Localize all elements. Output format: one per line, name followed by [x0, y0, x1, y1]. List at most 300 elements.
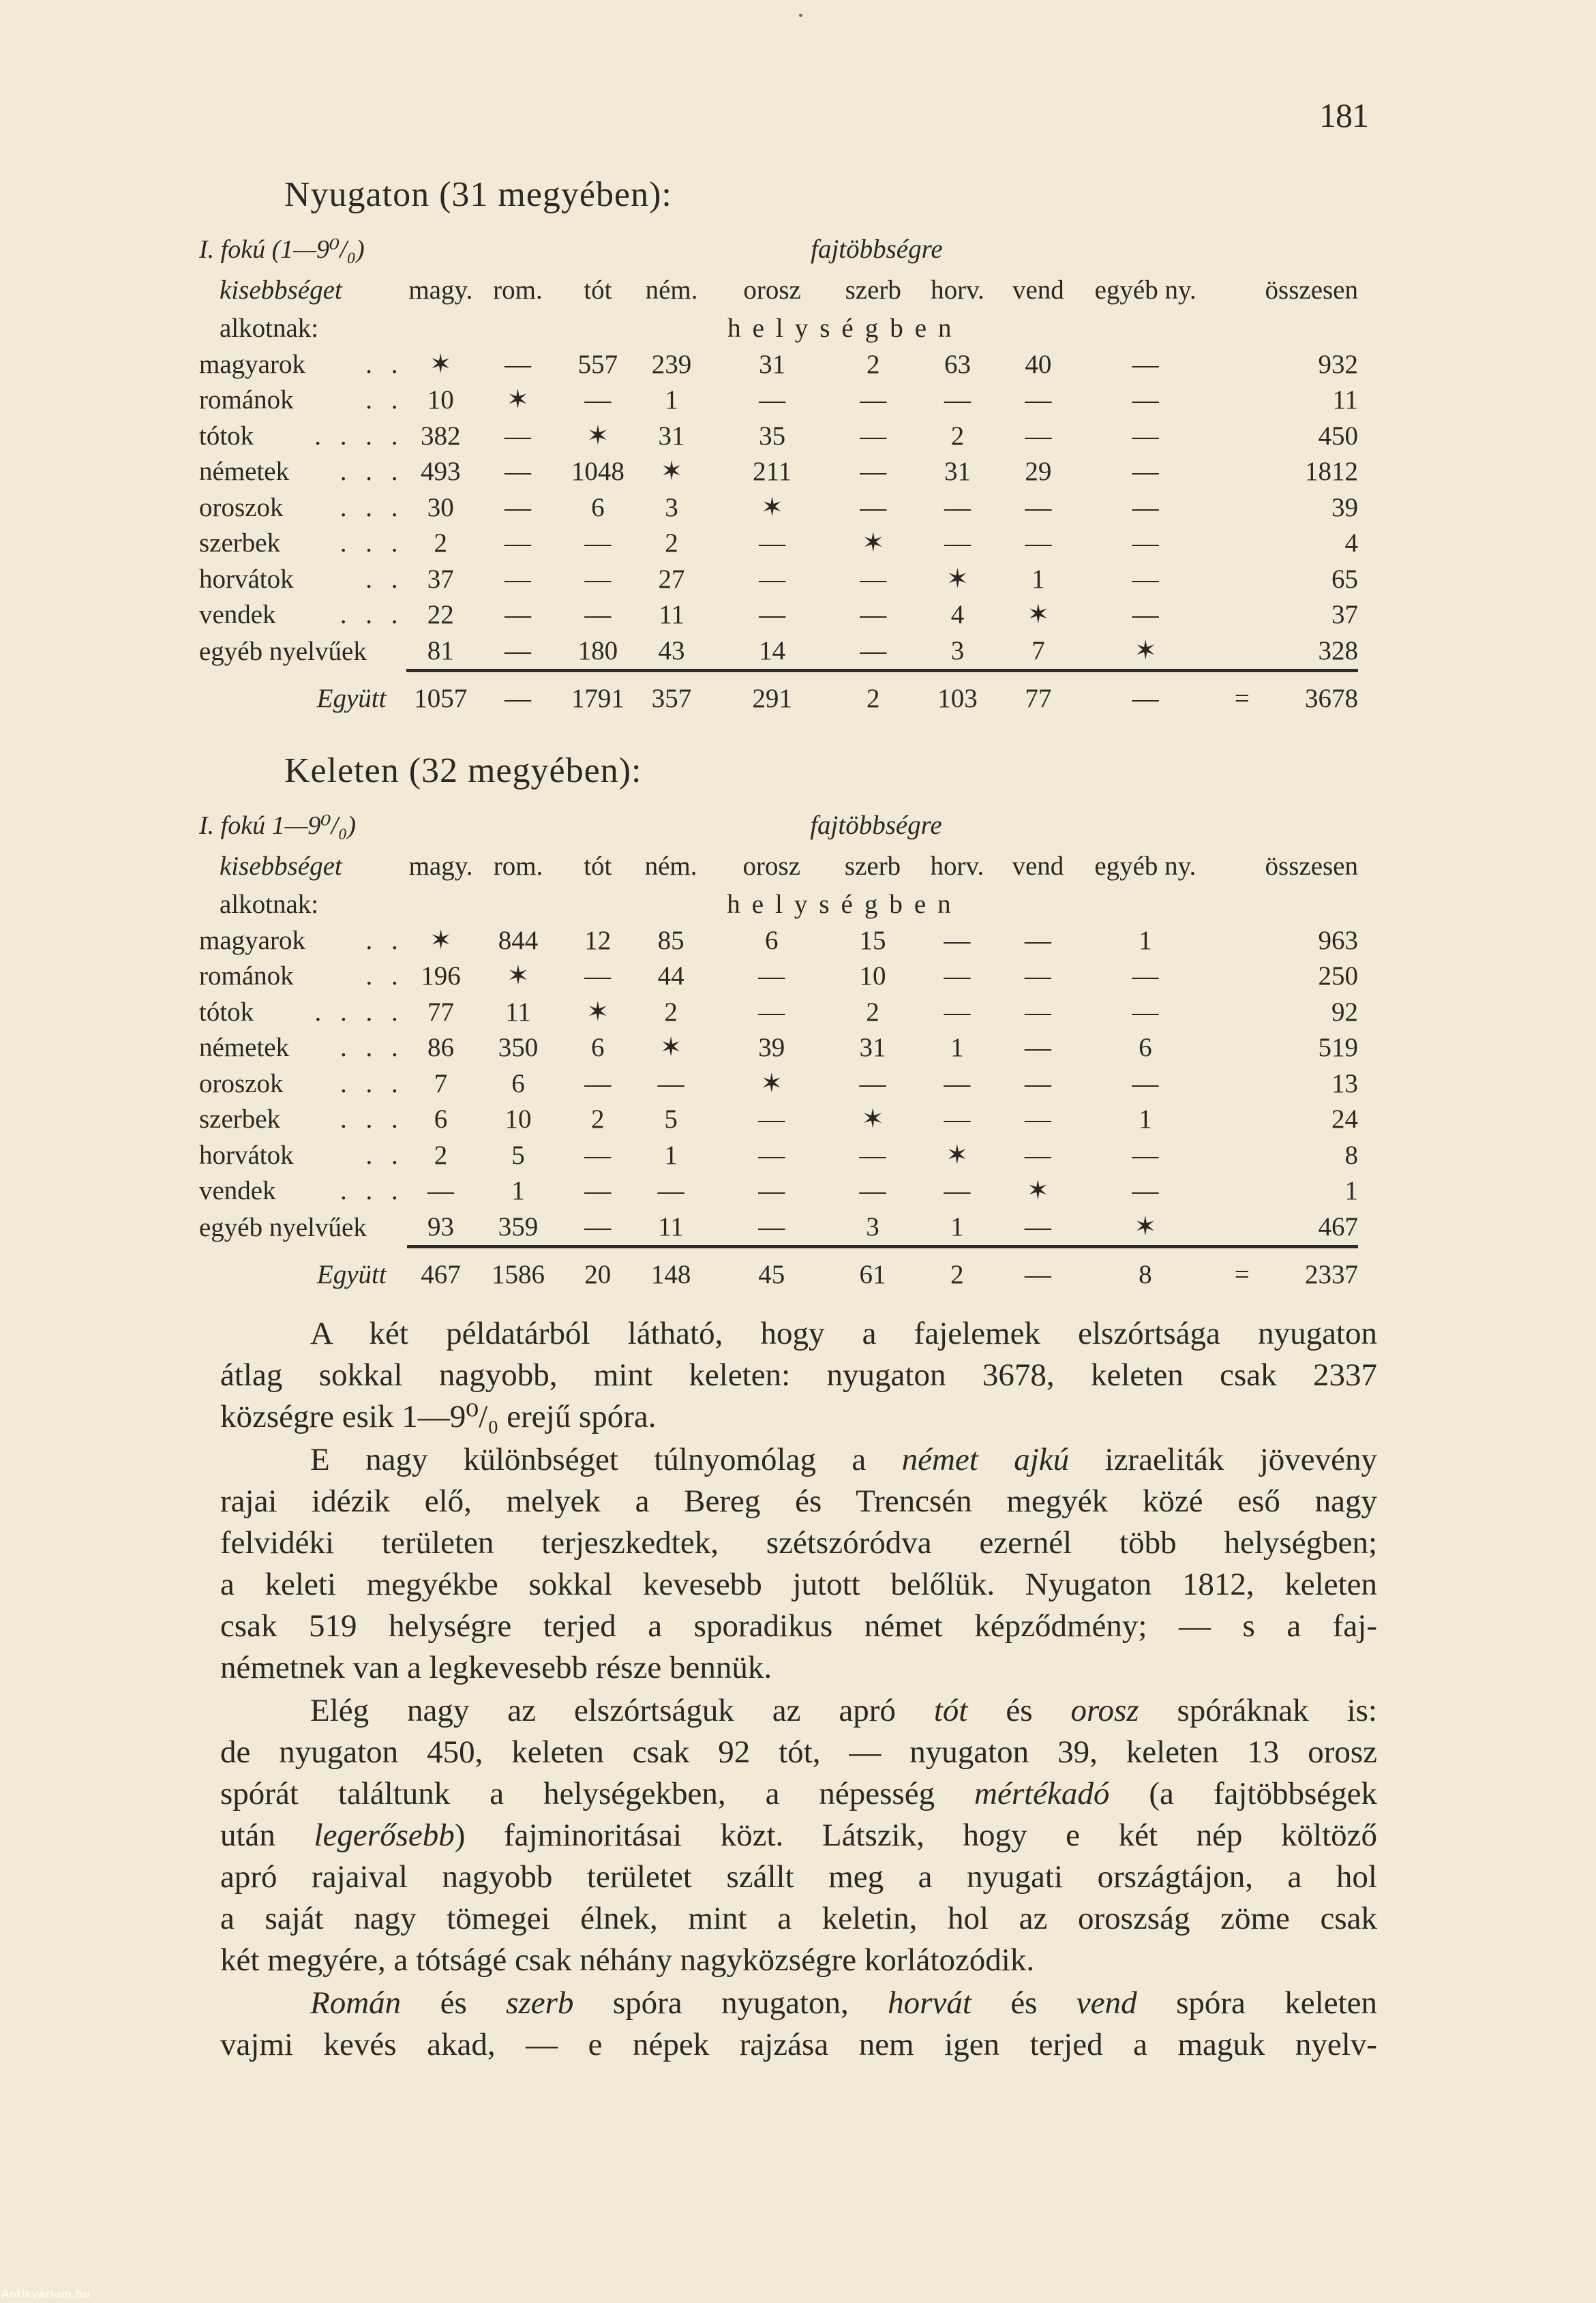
table-row [199, 959, 1358, 995]
row-label [199, 959, 407, 995]
text-run: felvidéki területen terjeszkedtek, szétszóródva ezernél több helységben; [220, 1525, 1377, 1561]
text-line [220, 1606, 1377, 1647]
table-cell: 31 [658, 421, 685, 451]
row-name: magyarok [199, 925, 305, 955]
column-header: vend [1012, 275, 1064, 305]
table-cell: — [1025, 528, 1052, 558]
star-icon: ✶ [586, 421, 609, 451]
leader-dots: . . [365, 349, 404, 379]
table-cell: — [504, 528, 531, 558]
table-cell [1219, 1173, 1265, 1209]
row-label [199, 633, 406, 670]
text-run: és [967, 1693, 1071, 1728]
text-line [220, 1815, 1377, 1856]
table-cell: 11 [1332, 385, 1358, 415]
table-cell [1219, 633, 1265, 670]
spacer [1072, 310, 1358, 346]
table-cell: — [758, 1211, 785, 1241]
table-cell: — [504, 600, 531, 630]
total-cell: — [1132, 684, 1159, 713]
table-cell: 6 [591, 492, 605, 522]
location-label: helységben [727, 313, 963, 343]
table-row [199, 597, 1358, 633]
emphasis-text: vend [1076, 1985, 1137, 2021]
emphasis-text: szerb [506, 1985, 574, 2021]
table-cell: — [860, 564, 887, 594]
table-cell: — [944, 492, 971, 522]
spacer [199, 670, 406, 676]
column-header: magy. [408, 275, 473, 305]
spacer [1072, 886, 1358, 922]
table-heading: Keleten (32 megyében): [284, 751, 642, 790]
table-cell: 24 [1331, 1104, 1358, 1134]
table-cell: — [944, 925, 971, 955]
table-cell [1219, 454, 1265, 490]
emphasis-text: orosz [1070, 1693, 1139, 1728]
text-run: átlag sokkal nagyobb, mint keleten: nyugaton 3678, keleten csak 2337 [220, 1357, 1377, 1393]
table-cell [1219, 526, 1265, 562]
table-cell: — [758, 961, 785, 991]
table-cell: 2 [950, 421, 965, 451]
table-cell: — [759, 564, 786, 594]
leader-dots: . . [365, 564, 404, 594]
text-run: és [971, 1985, 1076, 2021]
star-icon: ✶ [507, 385, 529, 415]
table-cell: 6 [1139, 1033, 1152, 1063]
table-cell: 27 [658, 564, 685, 594]
table-cell: 467 [1318, 1211, 1358, 1241]
table-cell: 4 [1344, 528, 1358, 558]
table-cell: 2 [591, 1104, 605, 1134]
table-cell: 93 [427, 1211, 455, 1241]
leader-dots: . . [365, 961, 404, 991]
row-name: tótok [199, 997, 254, 1027]
row-label [199, 418, 406, 454]
column-header: ném. [645, 275, 698, 305]
table-cell: 1 [1032, 564, 1045, 594]
text-run: (a fajtöbbségek [1109, 1776, 1377, 1811]
text-line [220, 1396, 1377, 1438]
star-icon: ✶ [1027, 1176, 1049, 1206]
total-label: Együtt [316, 684, 387, 713]
column-header: vend [1012, 851, 1064, 881]
text-line [220, 1983, 1377, 2024]
column-header: összesen [1265, 851, 1358, 881]
text-run: rajai idézik elő, melyek a Bereg és Trencsén megyék közé eső nagy [220, 1484, 1377, 1519]
total-cell: 148 [650, 1260, 691, 1289]
row-label [199, 1209, 407, 1246]
table-cell: 382 [421, 421, 461, 451]
table-cell: 1048 [571, 457, 624, 487]
total-cell: 2337 [1305, 1260, 1358, 1289]
watermark: Antikvárium.hu [1, 2288, 91, 2300]
table-cell: 86 [427, 1033, 455, 1063]
table-cell: 196 [421, 961, 461, 991]
row-name: szerbek [199, 528, 281, 558]
table-cell [1219, 418, 1265, 454]
table-cell: — [1024, 1104, 1051, 1134]
emphasis-text: legerősebb [314, 1818, 455, 1853]
table-cell: 350 [498, 1033, 539, 1063]
table-cell: — [758, 1104, 785, 1134]
text-line [220, 1940, 1377, 1981]
data-table [199, 804, 1358, 1297]
row-name: németek [199, 1033, 290, 1063]
table-row [199, 1030, 1358, 1066]
table-cell: 519 [1318, 1033, 1358, 1063]
table-cell: — [1025, 385, 1052, 415]
table-cell: — [859, 1068, 886, 1098]
leader-dots: . . . [340, 528, 404, 558]
row-name: tótok [199, 421, 254, 451]
location-label: helységben [727, 889, 963, 919]
text-run: és [401, 1985, 507, 2021]
table-cell: 11 [658, 1211, 684, 1241]
row-label [199, 561, 406, 597]
row-label [199, 1066, 407, 1102]
table-cell: — [504, 457, 531, 487]
table-cell: — [1132, 349, 1159, 379]
row-label [199, 346, 406, 382]
text-run: két megyére, a tótságé csak néhány nagyközségre korlátozódik. [220, 1942, 1035, 1978]
leader-dots: . . . . [314, 421, 404, 451]
table-cell: — [758, 1176, 785, 1206]
table-cell: 963 [1318, 925, 1358, 955]
paper-speck [799, 14, 802, 17]
text-line [220, 1647, 1377, 1689]
table-cell: 13 [1331, 1068, 1358, 1098]
total-cell: 1586 [491, 1260, 545, 1289]
text-line [220, 1439, 1377, 1481]
row-label [199, 994, 407, 1030]
table-cell: 450 [1318, 421, 1358, 451]
leader-dots: . . . [340, 1033, 404, 1063]
table-cell: — [584, 385, 612, 415]
table-cell: 2 [866, 997, 879, 1027]
table-cell: — [1132, 1176, 1159, 1206]
table-cell: 1 [950, 1211, 964, 1241]
total-cell: 61 [859, 1260, 886, 1289]
text-line [220, 1856, 1377, 1898]
table-cell: 10 [859, 961, 886, 991]
table-cell: 31 [944, 457, 971, 487]
table-cell: — [1024, 997, 1051, 1027]
leader-dots: . . . [340, 1176, 404, 1206]
table-cell: 5 [664, 1104, 678, 1134]
total-rule [406, 670, 1358, 676]
table-cell: 5 [511, 1140, 525, 1170]
table-row [199, 454, 1358, 490]
text-run: spóra keleten [1136, 1985, 1377, 2021]
column-header: orosz [743, 275, 801, 305]
row-label [199, 922, 407, 959]
table-cell: 1 [664, 1140, 678, 1170]
row-name: románok [199, 385, 294, 415]
table-cell: 37 [427, 564, 454, 594]
body-text [220, 1313, 1377, 2067]
table-row [199, 1137, 1358, 1173]
paragraph [220, 1983, 1377, 2066]
text-run: spórát találtunk a helységekben, a népesség [220, 1776, 975, 1811]
table-cell: 77 [427, 997, 455, 1027]
total-cell: 291 [752, 684, 792, 713]
paragraph [220, 1313, 1377, 1438]
text-run: csak 519 helységre terjed a sporadikus német képződmény; — s a faj- [220, 1608, 1377, 1644]
row-name: vendek [199, 600, 276, 630]
column-header: orosz [742, 851, 801, 881]
table-cell: 7 [434, 1068, 448, 1098]
row-label [199, 382, 406, 419]
table-cell: 4 [950, 600, 965, 630]
leader-dots: . . . [340, 492, 404, 522]
leader-dots: . . [365, 385, 404, 415]
table-cell: — [584, 1211, 612, 1241]
table-cell: — [944, 1104, 971, 1134]
column-header [1219, 270, 1265, 310]
table-cell: — [1132, 961, 1159, 991]
form-label: alkotnak: [220, 889, 319, 919]
table-cell: — [859, 1176, 886, 1206]
table-cell: — [758, 997, 785, 1027]
table-cell: 6 [434, 1104, 448, 1134]
row-name: szerbek [199, 1104, 281, 1134]
leader-dots: . . [365, 925, 404, 955]
text-run: apró rajaival nagyobb területet szállt meg a nyugati országtájon, a hol [220, 1859, 1377, 1895]
degree-label: I. fokú 1—9⁰/₀) [199, 811, 357, 840]
total-rule [407, 1246, 1358, 1252]
total-cell: 1057 [414, 684, 468, 713]
emphasis-text: mértékadó [974, 1776, 1110, 1811]
minority-label: kisebbséget [220, 275, 342, 305]
table-cell [1219, 1209, 1265, 1246]
total-row [199, 676, 1358, 721]
table-cell: 359 [498, 1211, 539, 1241]
table-cell: — [1132, 1068, 1159, 1098]
table-row [199, 1209, 1358, 1246]
column-header: horv. [930, 851, 984, 881]
table-cell: — [1024, 925, 1051, 955]
text-run: a keleti megyékbe sokkal kevesebb jutott belőlük. Nyugaton 1812, keleten [220, 1567, 1377, 1602]
group-label: fajtöbbségre [811, 234, 943, 264]
table-cell: 2 [866, 349, 880, 379]
table-cell: 14 [759, 635, 786, 665]
table-cell: — [1024, 1211, 1051, 1241]
spacer [406, 310, 708, 346]
table-cell: — [584, 564, 612, 594]
table-cell: 3 [866, 1211, 879, 1241]
table-cell [1219, 346, 1265, 382]
minority-label: kisebbséget [220, 851, 342, 881]
table-cell: — [944, 961, 971, 991]
star-icon: ✶ [862, 528, 885, 558]
row-name: vendek [199, 1176, 276, 1206]
row-name: oroszok [199, 1068, 284, 1098]
table-cell [1219, 994, 1265, 1030]
star-icon: ✶ [1134, 635, 1157, 665]
table-cell: — [758, 1140, 785, 1170]
table-cell: — [657, 1176, 684, 1206]
column-header: ném. [644, 851, 697, 881]
table-cell: — [944, 528, 971, 558]
table-cell: 239 [651, 349, 692, 379]
table-cell: — [759, 600, 786, 630]
text-line [220, 1313, 1377, 1355]
table-cell: — [584, 1068, 612, 1098]
emphasis-text: tót [933, 1693, 968, 1728]
text-line [220, 2024, 1377, 2066]
table-cell: — [1024, 961, 1051, 991]
table-cell: — [504, 635, 531, 665]
table-cell: 65 [1331, 564, 1358, 594]
spacer [199, 1246, 407, 1252]
paragraph [220, 1690, 1377, 1981]
table-cell: 2 [664, 997, 678, 1027]
table-row [199, 561, 1358, 597]
leader-dots: . . . [340, 600, 404, 630]
total-cell: = [1234, 1260, 1250, 1289]
text-line [220, 1898, 1377, 1940]
table-cell: — [584, 528, 612, 558]
total-label: Együtt [316, 1260, 387, 1289]
table-cell: 11 [659, 600, 684, 630]
text-line [220, 1564, 1377, 1606]
table-cell: 22 [427, 600, 454, 630]
table-cell: 211 [753, 457, 792, 487]
table-cell: 1 [1344, 1176, 1358, 1206]
column-header: tót [584, 851, 612, 881]
table-cell: 557 [577, 349, 618, 379]
column-header [1219, 846, 1265, 886]
table-cell: 31 [859, 1033, 886, 1063]
table-cell: 29 [1025, 457, 1052, 487]
table-cell: — [1132, 564, 1159, 594]
leader-dots: . . [365, 1140, 404, 1170]
total-cell: 45 [758, 1260, 785, 1289]
table-cell [1219, 490, 1265, 526]
star-icon: ✶ [429, 349, 452, 379]
total-cell: 1791 [571, 684, 624, 713]
text-line [220, 1355, 1377, 1396]
row-name: magyarok [199, 349, 305, 379]
emphasis-text: Román [310, 1985, 402, 2021]
table-cell: 1 [950, 1033, 964, 1063]
table-cell: — [1024, 1068, 1051, 1098]
text-run: ) fajminoritásai közt. Látszik, hogy e két nép költöző [454, 1818, 1377, 1853]
table-cell: 39 [758, 1033, 785, 1063]
table-cell: — [504, 421, 531, 451]
table-cell: 1 [1139, 925, 1152, 955]
column-header: magy. [408, 851, 473, 881]
table-cell: — [1025, 492, 1052, 522]
spacer [1004, 804, 1358, 846]
star-icon: ✶ [430, 925, 452, 955]
table-cell: — [1132, 528, 1159, 558]
degree-label: I. fokú (1—9⁰/₀) [199, 235, 365, 264]
table-cell: 37 [1331, 600, 1358, 630]
row-label [199, 490, 406, 526]
table-cell: — [759, 528, 786, 558]
star-icon: ✶ [660, 457, 683, 487]
row-name: egyéb nyelvűek [199, 1213, 367, 1242]
table-row [199, 1173, 1358, 1209]
table-cell: — [860, 385, 887, 415]
table-row [199, 346, 1358, 382]
table-cell [1219, 1030, 1265, 1066]
total-cell: — [504, 684, 531, 713]
star-icon: ✶ [586, 997, 609, 1027]
total-row [199, 1252, 1358, 1297]
table-cell: — [427, 1176, 455, 1206]
table-cell: — [584, 600, 612, 630]
total-cell: 2 [950, 1260, 964, 1289]
table-cell: 63 [944, 349, 971, 379]
table-cell: — [860, 421, 887, 451]
spacer [406, 228, 708, 270]
table-row [199, 526, 1358, 562]
star-icon: ✶ [507, 961, 530, 991]
table-cell: 1 [511, 1176, 525, 1206]
table-cell: — [759, 385, 786, 415]
table-cell: 8 [1344, 1140, 1358, 1170]
table-cell: 844 [498, 925, 539, 955]
table-cell: — [859, 1140, 886, 1170]
table-cell: — [860, 457, 887, 487]
table-cell: 180 [577, 635, 618, 665]
spacer [407, 886, 708, 922]
table-cell: — [860, 492, 887, 522]
table-cell: 2 [434, 528, 448, 558]
row-label [199, 1030, 407, 1066]
table-cell: 39 [1331, 492, 1358, 522]
text-run: spóráknak is: [1139, 1693, 1377, 1728]
table-cell: 31 [759, 349, 786, 379]
leader-dots: . . . [340, 1068, 404, 1098]
column-header: rom. [493, 851, 543, 881]
table-cell: 12 [584, 925, 612, 955]
table-cell: 43 [658, 635, 685, 665]
text-line [220, 1690, 1377, 1732]
text-run: izraeliták jövevény [1069, 1442, 1378, 1477]
row-name: románok [199, 961, 294, 991]
emphasis-text: horvát [888, 1985, 972, 2021]
total-cell: 3678 [1305, 684, 1358, 713]
table-cell: — [1132, 457, 1159, 487]
table-cell: 44 [657, 961, 684, 991]
star-icon: ✶ [861, 1104, 884, 1134]
column-header: rom. [493, 275, 543, 305]
table-cell: 15 [859, 925, 886, 955]
row-name: horvátok [199, 1140, 294, 1170]
spacer [1005, 228, 1358, 270]
table-row [199, 1102, 1358, 1138]
table-cell: 493 [421, 457, 461, 487]
table-cell: — [584, 961, 612, 991]
row-name: egyéb nyelvűek [199, 637, 367, 666]
column-header: tót [584, 275, 612, 305]
table-cell [1219, 1102, 1265, 1138]
table-cell: — [944, 1176, 971, 1206]
table-cell [1219, 382, 1265, 419]
table-cell: — [504, 349, 531, 379]
row-label [199, 597, 406, 633]
page-number: 181 [1319, 96, 1368, 134]
table-cell: 35 [759, 421, 786, 451]
table-cell: 81 [427, 635, 454, 665]
table-cell: 6 [765, 925, 779, 955]
table-row [199, 922, 1358, 959]
table-cell: — [1132, 421, 1159, 451]
total-cell: 8 [1139, 1260, 1152, 1289]
